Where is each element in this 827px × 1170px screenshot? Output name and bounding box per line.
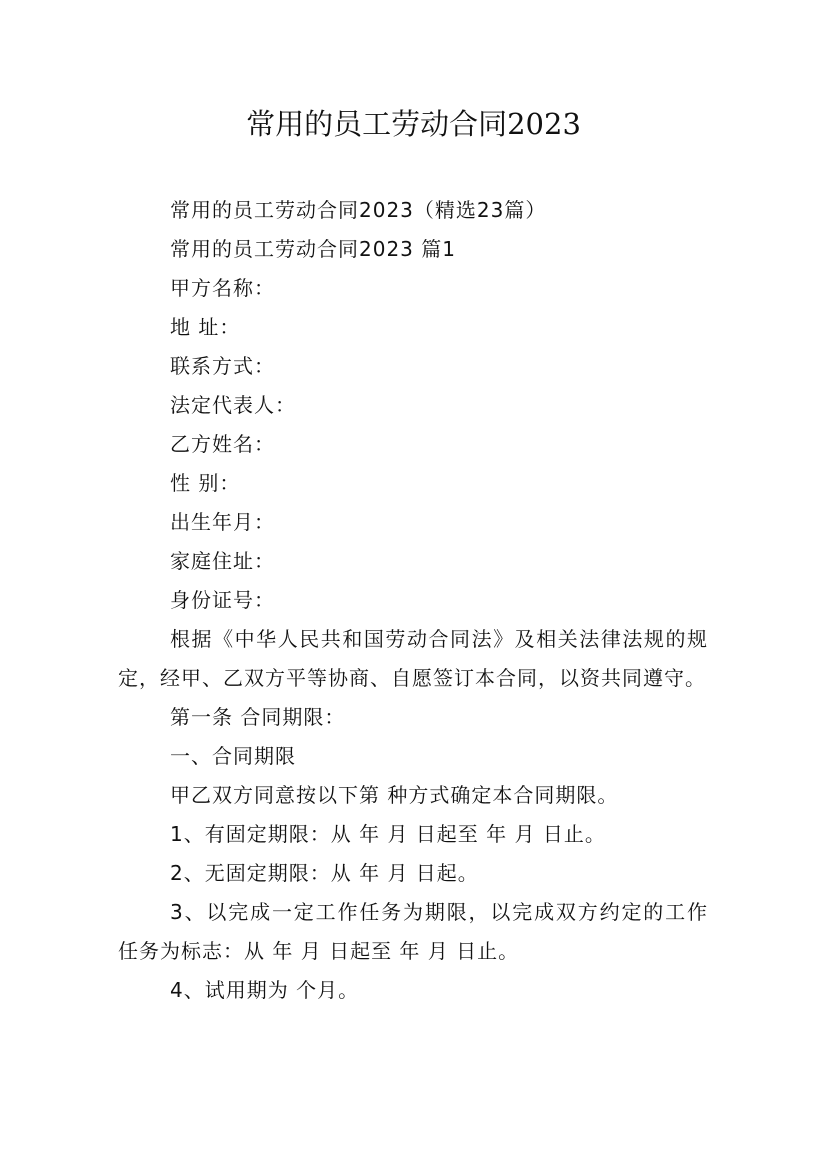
field-party-b-name: 乙方姓名： <box>170 432 275 456</box>
paragraph-term-task: 3、以完成一定工作任务为期限，以完成双方约定的工作任务为标志：从 年 月 日起至 年 月 日止。 <box>118 900 708 963</box>
paragraph-preamble: 根据《中华人民共和国劳动合同法》及相关法律法规的规定，经甲、乙双方平等协商、自愿签订本合同，以资共同遵守。 <box>118 627 708 690</box>
field-contact: 联系方式： <box>170 354 275 378</box>
paragraph-term-fixed: 1、有固定期限：从 年 月 日起至 年 月 日止。 <box>170 822 606 846</box>
paragraph-term-open: 2、无固定期限：从 年 月 日起。 <box>170 861 479 885</box>
field-birth-date: 出生年月： <box>170 510 275 534</box>
field-legal-representative: 法定代表人： <box>170 393 296 417</box>
paragraph-article-heading: 常用的员工劳动合同2023 篇1 <box>170 237 456 261</box>
field-home-address: 家庭住址： <box>170 549 275 573</box>
paragraph-subtitle: 常用的员工劳动合同2023（精选23篇） <box>170 198 547 222</box>
paragraph-term-method: 甲乙双方同意按以下第 种方式确定本合同期限。 <box>170 783 619 807</box>
field-address: 地 址： <box>170 315 241 339</box>
document-body <box>118 191 708 1010</box>
paragraph-section-1: 一、合同期限 <box>170 744 296 768</box>
document-title: 常用的员工劳动合同2023 <box>246 107 581 141</box>
field-party-a-name: 甲方名称： <box>170 276 275 300</box>
paragraph-probation: 4、试用期为 个月。 <box>170 978 360 1002</box>
field-id-number: 身份证号： <box>170 588 275 612</box>
paragraph-article-1: 第一条 合同期限： <box>170 705 346 729</box>
field-gender: 性 别： <box>170 471 241 495</box>
